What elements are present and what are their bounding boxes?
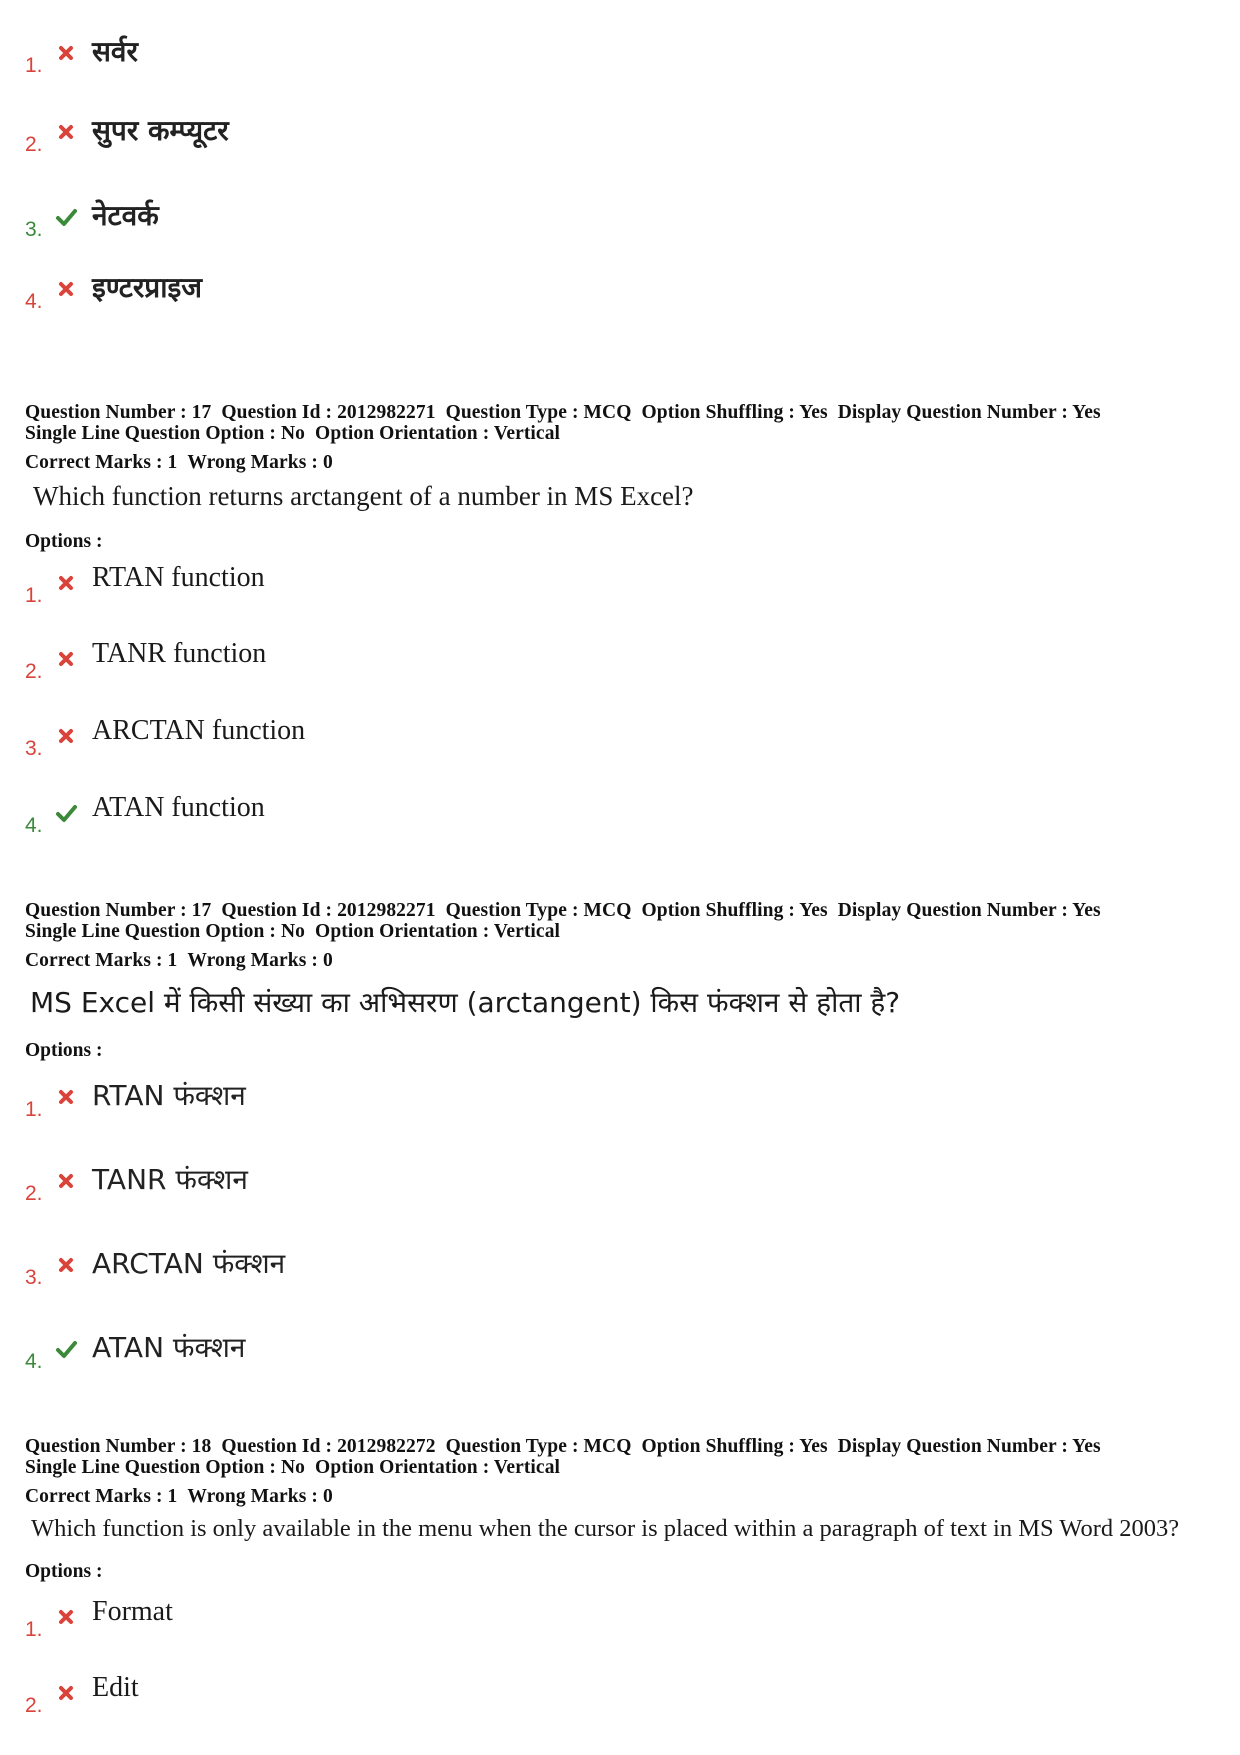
cross-icon xyxy=(55,725,77,747)
marks-line xyxy=(25,950,343,971)
option-item xyxy=(0,562,1240,616)
option-text: सुपर कम्प्यूटर xyxy=(92,114,229,147)
question-meta-line2 xyxy=(25,1457,570,1478)
option-text: TANR function xyxy=(92,638,267,669)
option-item xyxy=(0,200,1240,250)
cross-icon xyxy=(55,1086,77,1108)
question-number: Question Number : 18 xyxy=(25,1436,212,1457)
option-text: सर्वर xyxy=(92,35,138,68)
question-id: Question Id : 2012982271 xyxy=(221,900,436,921)
question-text: Which function returns arctangent of a number in MS Excel? xyxy=(33,481,694,511)
question-meta-line2 xyxy=(25,423,570,444)
option-item xyxy=(0,1248,1240,1298)
option-shuffling: Option Shuffling : Yes xyxy=(641,402,828,423)
option-text: Edit xyxy=(92,1672,139,1703)
option-number: 4. xyxy=(25,290,43,313)
question-meta-line1 xyxy=(25,900,1111,921)
question-meta-line1 xyxy=(25,402,1111,423)
check-icon xyxy=(55,802,77,824)
cross-icon xyxy=(55,572,77,594)
correct-marks: Correct Marks : 1 xyxy=(25,950,178,971)
correct-marks: Correct Marks : 1 xyxy=(25,452,178,473)
cross-icon xyxy=(55,1170,77,1192)
question-meta-line1 xyxy=(25,1436,1111,1457)
cross-icon xyxy=(55,278,77,300)
option-shuffling: Option Shuffling : Yes xyxy=(641,900,828,921)
option-number: 3. xyxy=(25,218,43,241)
cross-icon xyxy=(55,1682,77,1704)
display-question-number: Display Question Number : Yes xyxy=(837,900,1101,921)
marks-line xyxy=(25,1486,343,1507)
option-item xyxy=(0,715,1240,769)
options-label: Options : xyxy=(25,531,103,552)
option-number: 2. xyxy=(25,1182,43,1205)
option-number: 1. xyxy=(25,54,43,77)
option-orientation: Option Orientation : Vertical xyxy=(315,1457,561,1478)
option-text: इण्टरप्राइज xyxy=(92,271,203,304)
question-meta-line2 xyxy=(25,921,570,942)
option-item xyxy=(0,1672,1240,1726)
question-type: Question Type : MCQ xyxy=(445,402,632,423)
option-item xyxy=(0,272,1240,322)
cross-icon xyxy=(55,42,77,64)
option-item xyxy=(0,638,1240,692)
single-line-option: Single Line Question Option : No xyxy=(25,423,306,444)
option-text: ARCTAN function xyxy=(92,715,306,746)
question-text: Which function is only available in the menu when the cursor is placed within a paragraph of text in MS Word 2003? xyxy=(31,1515,1180,1542)
option-text: Format xyxy=(92,1596,173,1627)
option-item xyxy=(0,1164,1240,1214)
question-type: Question Type : MCQ xyxy=(445,900,632,921)
option-number: 1. xyxy=(25,1098,43,1121)
option-item xyxy=(0,1080,1240,1130)
option-number: 2. xyxy=(25,133,43,156)
question-id: Question Id : 2012982271 xyxy=(221,402,436,423)
option-number: 3. xyxy=(25,1266,43,1289)
display-question-number: Display Question Number : Yes xyxy=(837,1436,1101,1457)
option-orientation: Option Orientation : Vertical xyxy=(315,921,561,942)
option-item xyxy=(0,792,1240,846)
option-number: 2. xyxy=(25,1694,43,1717)
check-icon xyxy=(55,1338,77,1360)
cross-icon xyxy=(55,648,77,670)
option-number: 4. xyxy=(25,814,43,837)
option-number: 2. xyxy=(25,660,43,683)
option-orientation: Option Orientation : Vertical xyxy=(315,423,561,444)
wrong-marks: Wrong Marks : 0 xyxy=(187,452,333,473)
option-text: RTAN function xyxy=(92,562,265,593)
option-text: ARCTAN फंक्शन xyxy=(92,1247,286,1280)
correct-marks: Correct Marks : 1 xyxy=(25,1486,178,1507)
option-item xyxy=(0,1596,1240,1650)
options-label: Options : xyxy=(25,1040,103,1061)
wrong-marks: Wrong Marks : 0 xyxy=(187,950,333,971)
option-item xyxy=(0,115,1240,165)
check-icon xyxy=(55,206,77,228)
option-text: नेटवर्क xyxy=(92,199,159,232)
option-item xyxy=(0,1332,1240,1382)
cross-icon xyxy=(55,1254,77,1276)
cross-icon xyxy=(55,121,77,143)
option-text: TANR फंक्शन xyxy=(92,1163,248,1196)
options-label: Options : xyxy=(25,1561,103,1582)
cross-icon xyxy=(55,1606,77,1628)
option-shuffling: Option Shuffling : Yes xyxy=(641,1436,828,1457)
display-question-number: Display Question Number : Yes xyxy=(837,402,1101,423)
option-number: 1. xyxy=(25,1618,43,1641)
single-line-option: Single Line Question Option : No xyxy=(25,921,306,942)
option-number: 3. xyxy=(25,737,43,760)
option-text: ATAN function xyxy=(92,792,265,823)
question-id: Question Id : 2012982272 xyxy=(221,1436,436,1457)
question-type: Question Type : MCQ xyxy=(445,1436,632,1457)
option-text: ATAN फंक्शन xyxy=(92,1331,246,1364)
option-text: RTAN फंक्शन xyxy=(92,1079,246,1112)
single-line-option: Single Line Question Option : No xyxy=(25,1457,306,1478)
question-number: Question Number : 17 xyxy=(25,900,212,921)
question-text: MS Excel में किसी संख्या का अभिसरण (arctangent) किस फंक्शन से होता है? xyxy=(30,986,901,1019)
marks-line xyxy=(25,452,343,473)
question-number: Question Number : 17 xyxy=(25,402,212,423)
option-number: 1. xyxy=(25,584,43,607)
wrong-marks: Wrong Marks : 0 xyxy=(187,1486,333,1507)
option-number: 4. xyxy=(25,1350,43,1373)
option-item xyxy=(0,36,1240,86)
